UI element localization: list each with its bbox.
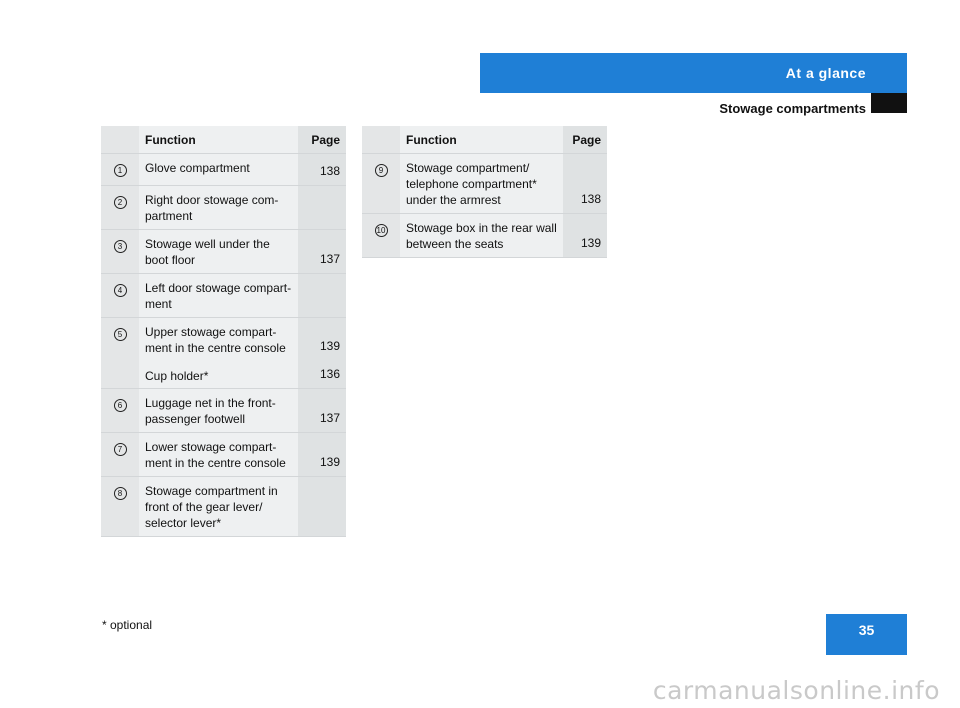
- page-cell: [298, 318, 346, 389]
- item-number-badge: 6: [114, 399, 127, 412]
- page-ref: 139: [319, 339, 340, 353]
- header-function: Function: [139, 126, 298, 154]
- item-number-cell: [101, 433, 139, 477]
- page-cell: [298, 186, 346, 230]
- item-number-cell: [101, 230, 139, 274]
- line-gap: [145, 384, 294, 388]
- table-row: [101, 389, 346, 433]
- function-cell: [139, 274, 298, 318]
- stowage-table-right: [362, 126, 607, 258]
- table-row: [101, 433, 346, 477]
- page-cell: [298, 433, 346, 477]
- item-number-badge: 4: [114, 284, 127, 297]
- table-row: [101, 477, 346, 537]
- section-header-bar: [480, 53, 907, 93]
- item-number-cell: [101, 318, 139, 389]
- item-number-badge: 8: [114, 487, 127, 500]
- page-cell: [298, 230, 346, 274]
- item-number-badge: 9: [375, 164, 388, 177]
- line-gap: [145, 356, 294, 368]
- function-text: between the seats: [406, 237, 504, 251]
- table-row: [101, 230, 346, 274]
- watermark: carmanualsonline.info: [652, 676, 940, 705]
- function-text: Luggage net in the front-: [145, 396, 276, 410]
- line-gap: [298, 354, 340, 366]
- item-number-cell: [362, 154, 400, 214]
- header-num-cell: [362, 126, 400, 154]
- page-number-box: [826, 614, 907, 655]
- page-ref: 137: [319, 411, 340, 425]
- item-number-badge: 3: [114, 240, 127, 253]
- function-text: Glove compartment: [145, 161, 250, 175]
- function-text: boot floor: [145, 253, 196, 267]
- item-number-badge: 1: [114, 164, 127, 177]
- page-cell: [298, 274, 346, 318]
- table-row: [362, 154, 607, 214]
- function-text: passenger footwell: [145, 412, 246, 426]
- page-cell: [298, 389, 346, 433]
- function-text: Stowage well under the: [145, 237, 270, 251]
- function-text: partment: [145, 209, 193, 223]
- header-marker-block: [871, 93, 907, 113]
- stowage-table-left: [101, 126, 346, 537]
- item-number-cell: [101, 389, 139, 433]
- page-ref: 137: [319, 252, 340, 266]
- function-cell: [400, 154, 563, 214]
- subsection-title: Stowage compartments: [719, 101, 866, 116]
- page-ref: 138: [580, 192, 601, 206]
- page-ref: 138: [319, 164, 340, 178]
- table-row: [101, 154, 346, 186]
- item-number-badge: 2: [114, 196, 127, 209]
- header-page: Page: [298, 126, 346, 154]
- function-text: Stowage compartment in: [145, 484, 278, 498]
- page-ref-extra: 136: [319, 367, 340, 381]
- footnote: * optional: [102, 618, 153, 632]
- function-text-extra: Cup holder*: [145, 369, 209, 383]
- page-cell: [298, 154, 346, 186]
- page-cell: [563, 154, 607, 214]
- item-number-cell: [101, 477, 139, 537]
- item-number-cell: [101, 274, 139, 318]
- page-number: 35: [858, 622, 875, 638]
- function-text: Left door stowage compart-: [145, 281, 292, 295]
- function-cell: [139, 186, 298, 230]
- function-cell: [139, 230, 298, 274]
- function-text: under the armrest: [406, 193, 501, 207]
- function-text: ment in the centre console: [145, 341, 286, 355]
- function-text: Right door stowage com-: [145, 193, 279, 207]
- page-ref: 139: [319, 455, 340, 469]
- function-text: Stowage compartment/: [406, 161, 530, 175]
- function-text: telephone compartment*: [406, 177, 537, 191]
- table-header-row: [101, 126, 346, 154]
- function-text: ment in the centre console: [145, 456, 286, 470]
- item-number-badge: 10: [375, 224, 388, 237]
- table-row: [101, 318, 346, 389]
- header-function: Function: [400, 126, 563, 154]
- function-text: front of the gear lever/: [145, 500, 263, 514]
- function-text: Lower stowage compart-: [145, 440, 277, 454]
- item-number-badge: 5: [114, 328, 127, 341]
- function-cell: [139, 154, 298, 186]
- function-cell: [139, 318, 298, 389]
- function-text: ment: [145, 297, 172, 311]
- item-number-cell: [362, 214, 400, 258]
- table-row: [101, 274, 346, 318]
- table-row: [101, 186, 346, 230]
- function-cell: [139, 433, 298, 477]
- function-cell: [139, 477, 298, 537]
- function-text: Upper stowage compart-: [145, 325, 277, 339]
- item-number-badge: 7: [114, 443, 127, 456]
- table-row: [362, 214, 607, 258]
- function-cell: [400, 214, 563, 258]
- page-cell: [298, 477, 346, 537]
- section-title: At a glance: [785, 65, 866, 81]
- function-cell: [139, 389, 298, 433]
- header-num-cell: [101, 126, 139, 154]
- item-number-cell: [101, 186, 139, 230]
- header-page: Page: [563, 126, 607, 154]
- page-cell: [563, 214, 607, 258]
- table-header-row: [362, 126, 607, 154]
- page-ref: 139: [580, 236, 601, 250]
- function-text: Stowage box in the rear wall: [406, 221, 557, 235]
- item-number-cell: [101, 154, 139, 186]
- function-text: selector lever*: [145, 516, 222, 530]
